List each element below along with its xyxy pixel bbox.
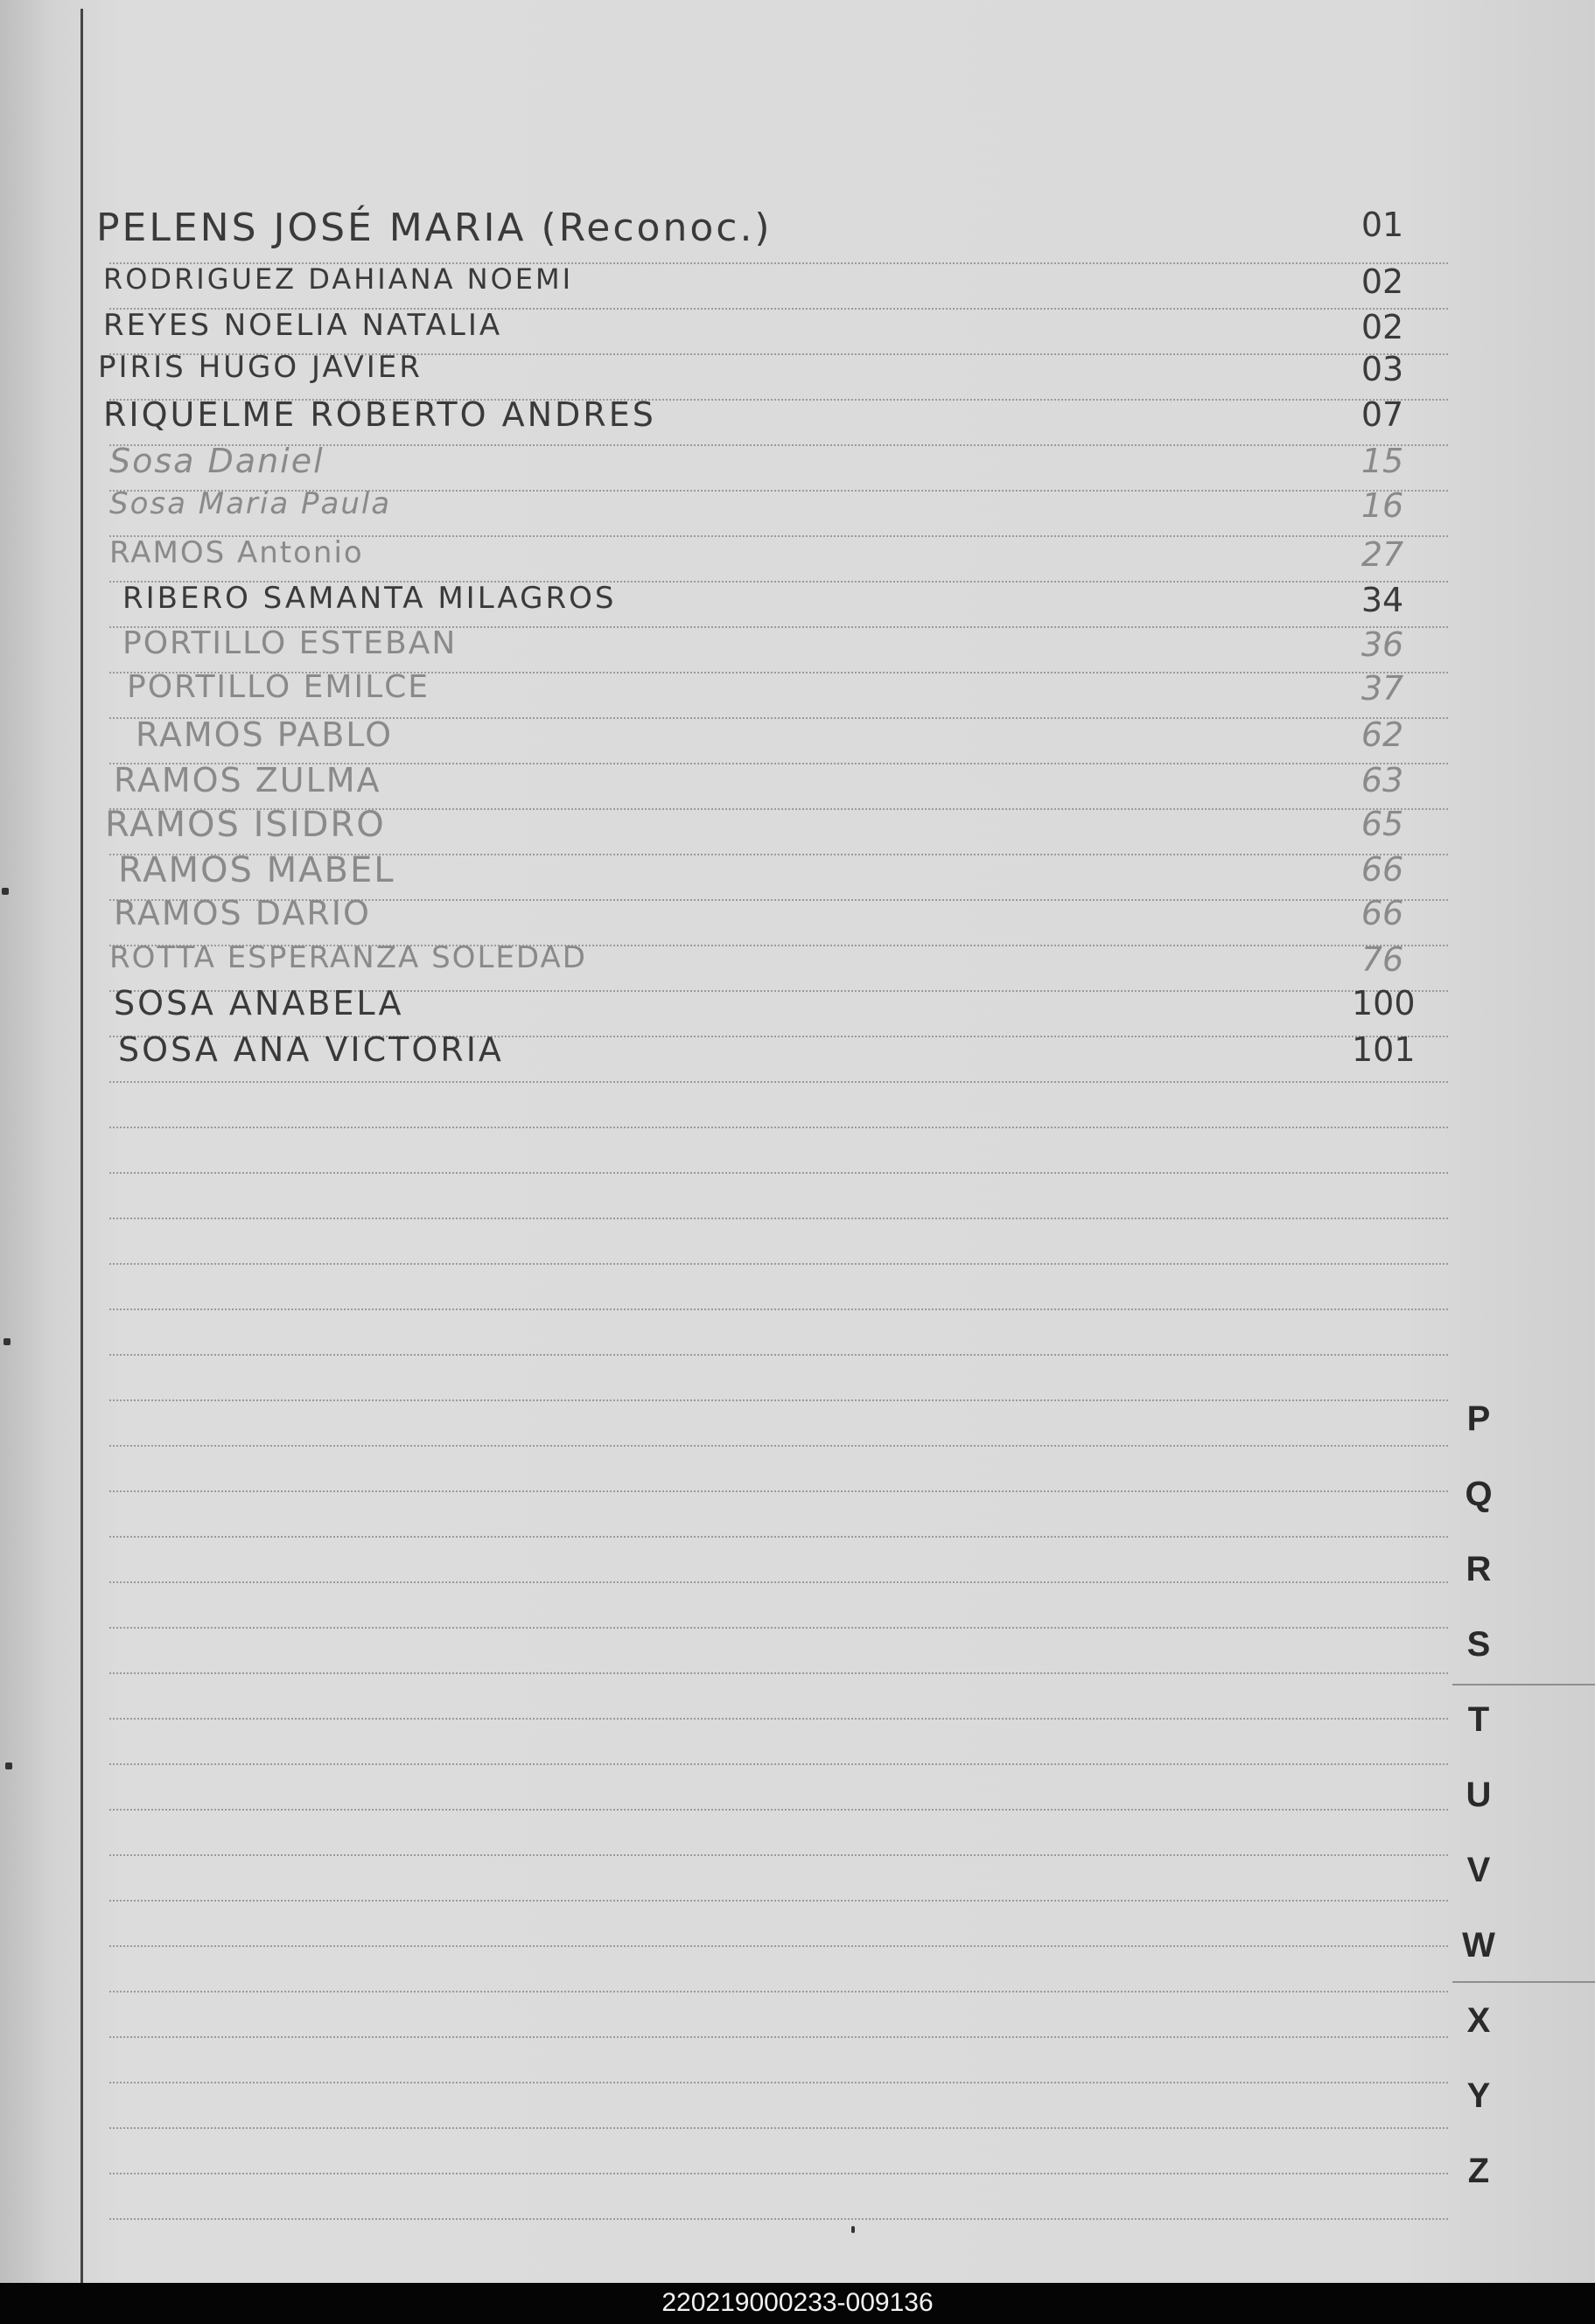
entry-name: Sosa Maria Paula xyxy=(109,486,392,521)
ruled-line xyxy=(109,1854,1448,1856)
list-item xyxy=(0,669,1595,713)
list-item xyxy=(0,262,1595,306)
entry-number: 65 xyxy=(1361,805,1404,843)
entry-number: 16 xyxy=(1361,486,1404,525)
entry-name: RAMOS ISIDRO xyxy=(105,805,386,845)
index-tab[interactable]: V xyxy=(1466,1851,1491,1889)
alphabet-index xyxy=(1452,1399,1595,2204)
index-tab[interactable]: T xyxy=(1467,1700,1490,1739)
list-item xyxy=(0,486,1595,530)
entry-name: RAMOS MABEL xyxy=(118,850,395,890)
entry-name: REYES NOELIA NATALIA xyxy=(103,308,503,343)
entry-name: RIQUELME ROBERTO ANDRES xyxy=(103,395,656,434)
ruled-line xyxy=(109,1218,1448,1219)
name-list xyxy=(0,0,1595,1085)
ruled-line xyxy=(109,1127,1448,1128)
ruled-line xyxy=(109,1536,1448,1538)
entry-number: 36 xyxy=(1361,625,1404,664)
ruled-line xyxy=(109,1991,1448,1992)
entry-number: 15 xyxy=(1361,442,1404,480)
index-tab[interactable]: W xyxy=(1462,1926,1495,1965)
list-item xyxy=(0,894,1595,938)
entry-number: 76 xyxy=(1361,940,1404,979)
ruled-line xyxy=(109,2173,1448,2174)
index-tab[interactable]: U xyxy=(1466,1776,1492,1814)
entry-name: RODRIGUEZ DAHIANA NOEMI xyxy=(103,262,574,296)
entry-name: ROTTA ESPERANZA SOLEDAD xyxy=(109,940,587,975)
ruled-line xyxy=(109,1900,1448,1902)
entry-name: SOSA ANABELA xyxy=(114,984,404,1022)
list-item xyxy=(0,535,1595,579)
ruled-line xyxy=(109,1581,1448,1583)
ruled-line xyxy=(109,1718,1448,1720)
ruled-line xyxy=(109,1309,1448,1310)
entry-number: 02 xyxy=(1361,262,1404,301)
entry-number: 66 xyxy=(1361,850,1404,889)
entry-number: 27 xyxy=(1361,535,1404,574)
ruled-line xyxy=(109,2036,1448,2038)
ruled-line xyxy=(109,1445,1448,1447)
index-tab[interactable]: P xyxy=(1466,1399,1491,1438)
entry-name: RAMOS PABLO xyxy=(136,715,394,754)
ruled-line xyxy=(109,1672,1448,1674)
entry-number: 62 xyxy=(1361,715,1404,754)
entry-name: RAMOS ZULMA xyxy=(114,761,381,799)
list-item xyxy=(0,805,1595,848)
entry-number: 03 xyxy=(1361,350,1404,388)
ruled-line xyxy=(109,2127,1448,2129)
entry-number: 66 xyxy=(1361,894,1404,932)
document-code: 220219000233-009136 xyxy=(661,2288,934,2317)
list-item xyxy=(0,350,1595,394)
list-item xyxy=(0,715,1595,759)
ruled-line xyxy=(109,1809,1448,1811)
list-item xyxy=(0,581,1595,625)
ruled-line xyxy=(109,1172,1448,1174)
list-item xyxy=(0,395,1595,439)
scan-mark xyxy=(851,2226,855,2233)
index-tab[interactable]: Z xyxy=(1467,2152,1490,2190)
entry-number: 01 xyxy=(1361,206,1404,244)
entry-number: 02 xyxy=(1361,308,1404,346)
index-tab[interactable]: R xyxy=(1466,1550,1492,1588)
entry-number: 34 xyxy=(1361,581,1404,619)
list-item xyxy=(0,625,1595,669)
entry-name: RAMOS DARIO xyxy=(114,894,371,932)
list-item xyxy=(0,984,1595,1028)
list-item xyxy=(0,940,1595,984)
ruled-line xyxy=(109,1490,1448,1492)
entry-name: RIBERO SAMANTA MILAGROS xyxy=(122,581,617,616)
list-item xyxy=(0,442,1595,485)
entry-name: Sosa Daniel xyxy=(109,442,325,480)
ruled-line xyxy=(109,2218,1448,2220)
ruled-line xyxy=(109,1263,1448,1265)
list-item xyxy=(0,1030,1595,1074)
entry-name: PORTILLO EMILCE xyxy=(127,669,430,705)
entry-name: PELENS JOSÉ MARIA (Reconoc.) xyxy=(96,206,773,250)
list-item xyxy=(0,850,1595,894)
index-tab[interactable]: S xyxy=(1466,1625,1491,1664)
list-item xyxy=(0,308,1595,352)
list-item xyxy=(0,206,1595,249)
ruled-line xyxy=(109,1627,1448,1629)
ruled-line xyxy=(109,1763,1448,1765)
scan-mark xyxy=(2,888,9,895)
ruled-line xyxy=(109,1354,1448,1356)
entry-name: RAMOS Antonio xyxy=(109,535,364,570)
scan-mark xyxy=(3,1338,10,1345)
index-tab[interactable]: X xyxy=(1466,2001,1491,2040)
entry-number: 63 xyxy=(1361,761,1404,799)
ruled-line xyxy=(109,1945,1448,1947)
entry-name: PIRIS HUGO JAVIER xyxy=(98,350,423,385)
index-tab[interactable]: Q xyxy=(1465,1475,1493,1513)
ruled-line xyxy=(109,1399,1448,1401)
entry-name: SOSA ANA VICTORIA xyxy=(118,1030,504,1069)
entry-number: 101 xyxy=(1352,1030,1416,1069)
scan-footer xyxy=(0,2283,1595,2324)
list-item xyxy=(0,761,1595,805)
entry-number: 07 xyxy=(1361,395,1404,434)
index-tab[interactable]: Y xyxy=(1466,2076,1491,2115)
entry-name: PORTILLO ESTEBAN xyxy=(122,625,458,661)
entry-number: 100 xyxy=(1352,984,1416,1022)
ruled-line xyxy=(109,2082,1448,2083)
entry-number: 37 xyxy=(1361,669,1404,708)
scan-mark xyxy=(5,1762,12,1769)
